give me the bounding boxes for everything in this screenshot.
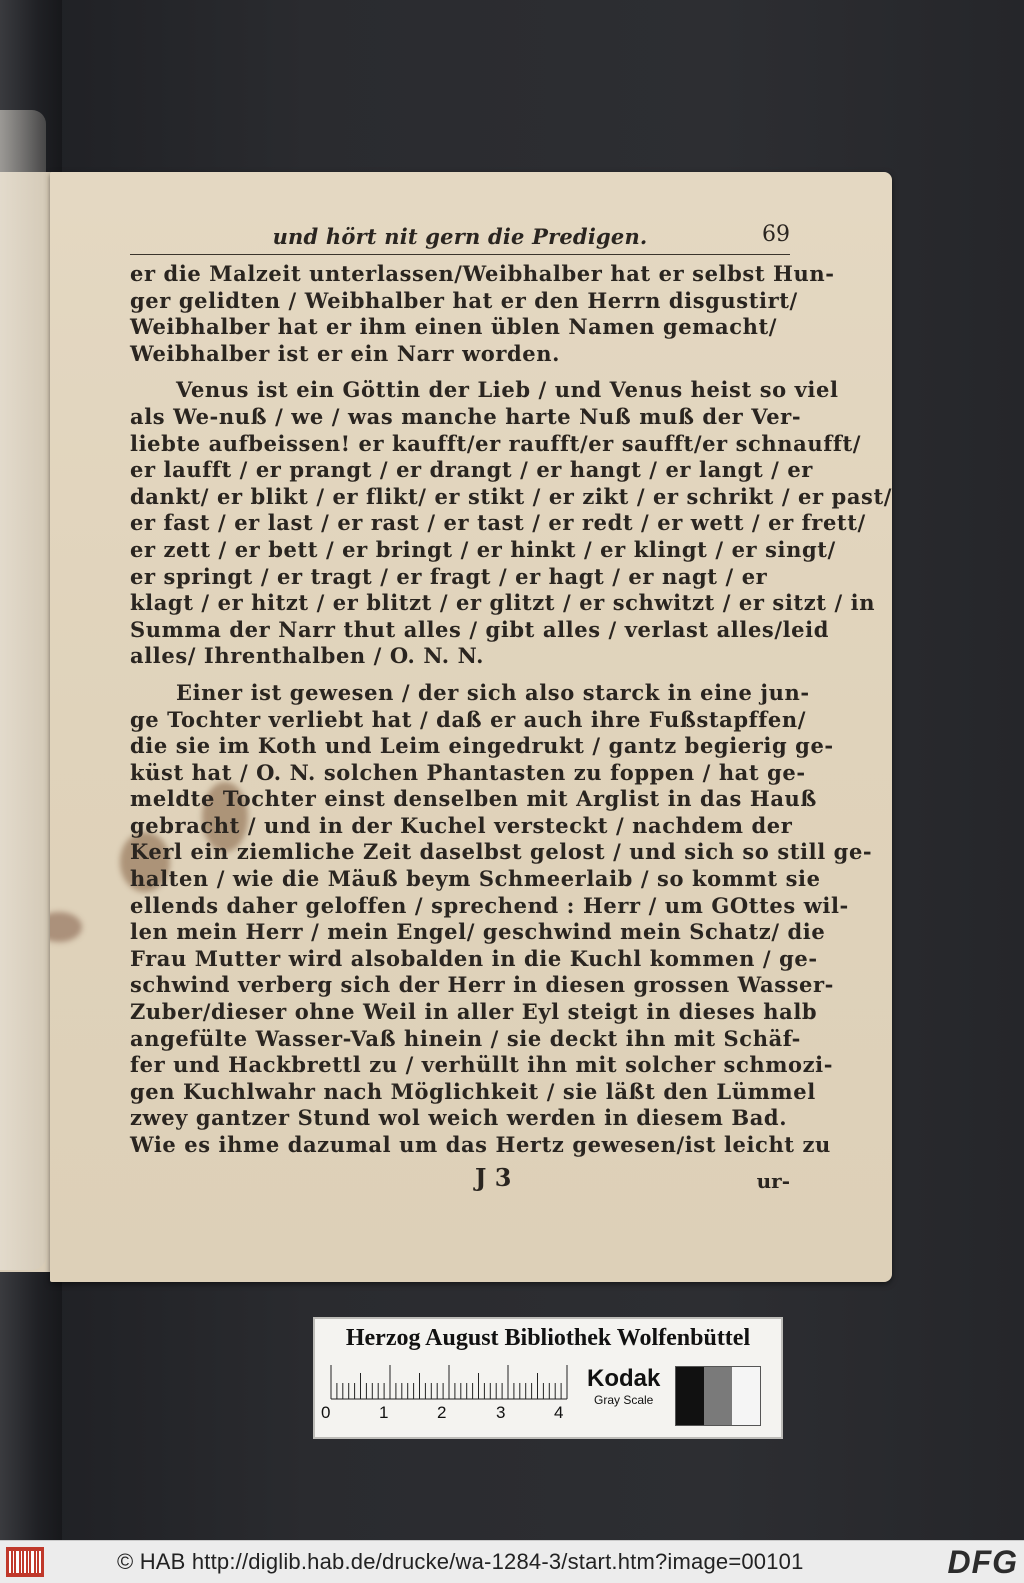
- gray-scale-label: Gray Scale: [594, 1393, 654, 1407]
- ruler-label: 1: [379, 1403, 389, 1422]
- text-line: als We-nuß / we / was manche harte Nuß muß der Ver-: [130, 403, 802, 429]
- ruler: [327, 1363, 571, 1429]
- text-line: Frau Mutter wird alsobalden in die Kuchl kommen / ge-: [130, 945, 818, 971]
- text-line: er springt / er tragt / er fragt / er hagt / er nagt / er: [130, 563, 768, 589]
- paragraph: [130, 679, 873, 1159]
- text-line: klagt / er hitzt / er blitzt / er glitzt / er schwitzt / er sitzt / in: [130, 590, 876, 616]
- gray-scale-patches: [675, 1366, 761, 1426]
- ruler-label: 4: [554, 1403, 564, 1422]
- ruler-label: 2: [437, 1403, 447, 1422]
- page-number: 69: [762, 222, 790, 247]
- catchword: ur-: [756, 1168, 790, 1193]
- kodak-logo: Kodak: [587, 1365, 661, 1392]
- text-line: meldte Tochter einst denselben mit Arglist in das Hauß: [130, 786, 817, 812]
- paragraph: [130, 261, 835, 367]
- gray-patch-mid: [704, 1367, 732, 1425]
- text-line: ger gelidten / Weibhalber hat er den Herrn disgustirt/: [130, 287, 798, 313]
- text-line: alles/ Ihrenthalben / O. N. N.: [130, 643, 484, 669]
- running-head: [130, 220, 790, 255]
- text-line: Kerl ein ziemliche Zeit daselbst gelost / und sich so still ge-: [130, 839, 873, 865]
- text-line: er fast / er last / er rast / er tast / er redt / er wett / er frett/: [130, 510, 866, 536]
- viewer-footer: [0, 1540, 1024, 1583]
- text-line: len mein Herr / mein Engel/ geschwind mein Schatz/ die: [130, 919, 826, 945]
- text-line: liebte aufbeissen! er kaufft/er raufft/er saufft/er schnaufft/: [130, 430, 862, 456]
- text-line: Zuber/dieser ohne Weil in aller Eyl steigt in dieses halb: [130, 999, 818, 1025]
- paragraph: [130, 377, 892, 670]
- color-target-card: [313, 1317, 783, 1439]
- gray-patch-black: [676, 1367, 704, 1425]
- book-page: [50, 172, 892, 1282]
- stain: [50, 912, 82, 942]
- text-line: er die Malzeit unterlassen/Weibhalber hat er selbst Hun-: [130, 261, 835, 286]
- text-line: er laufft / er prangt / er drangt / er hangt / er langt / er: [130, 457, 813, 483]
- library-name: Herzog August Bibliothek Wolfenbüttel: [345, 1325, 751, 1351]
- gray-patch-white: [732, 1367, 760, 1425]
- text-line: er zett / er bett / er bringt / er hinkt / er klingt / er singt/: [130, 536, 836, 562]
- text-line: schwind verberg sich der Herr in diesen grossen Wasser-: [130, 972, 834, 998]
- text-line: Wie es ihme dazumal um das Hertz gewesen/ist leicht zu: [130, 1132, 831, 1157]
- text-line: zwey gantzer Stund wol weich werden in diesem Bad.: [130, 1105, 788, 1131]
- ruler-label: 0: [321, 1403, 331, 1422]
- signature-mark: J 3: [475, 1162, 512, 1192]
- copyright-link[interactable]: © HAB http://diglib.hab.de/drucke/wa-1284-3/start.htm?image=00101: [117, 1549, 804, 1574]
- text-line: Summa der Narr thut alles / gibt alles / verlast alles/leid: [130, 616, 829, 642]
- signature-line: [130, 1163, 790, 1195]
- text-line: gen Kuchlwahr nach Möglichkeit / sie läßt den Lümmel: [130, 1078, 816, 1104]
- text-line: ellends daher geloffen / sprechend : Herr / um GOttes wil-: [130, 892, 849, 918]
- text-line: Weibhalber ist er ein Narr worden.: [130, 340, 561, 366]
- ruler-ticks: [327, 1363, 571, 1403]
- text-block: [130, 220, 892, 1195]
- text-line: Weibhalber hat er ihm einen üblen Namen gemacht/: [130, 314, 778, 340]
- text-line: ge Tochter verliebt hat / daß er auch ihre Fußstapffen/: [130, 706, 807, 732]
- text-line: fer und Hackbrettl zu / verhüllt ihn mit solcher schmozi-: [130, 1052, 834, 1078]
- hab-barcode-icon: [6, 1547, 44, 1577]
- text-line: gebracht / und in der Kuchel versteckt / nachdem der: [130, 812, 793, 838]
- text-line: küst hat / O. N. solchen Phantasten zu foppen / hat ge-: [130, 759, 806, 785]
- text-line: dankt/ er blikt / er flikt/ er stikt / er zikt / er schrikt / er past/: [130, 483, 892, 509]
- text-line: Einer ist gewesen / der sich also starck in eine jun-: [176, 679, 810, 705]
- text-line: Venus ist ein Göttin der Lieb / und Venus heist so viel: [176, 377, 839, 403]
- running-title: und hört nit gern die Predigen.: [272, 224, 648, 249]
- text-line: die sie im Koth und Leim eingedrukt / gantz begierig ge-: [130, 733, 834, 759]
- text-line: angefülte Wasser-Vaß hinein / sie deckt ihn mit Schäf-: [130, 1025, 801, 1051]
- dfg-logo: DFG: [947, 1544, 1018, 1580]
- text-line: halten / wie die Mäuß beym Schmeerlaib / so kommt sie: [130, 866, 821, 892]
- ruler-label: 3: [496, 1403, 506, 1422]
- page-clip: [0, 110, 46, 1270]
